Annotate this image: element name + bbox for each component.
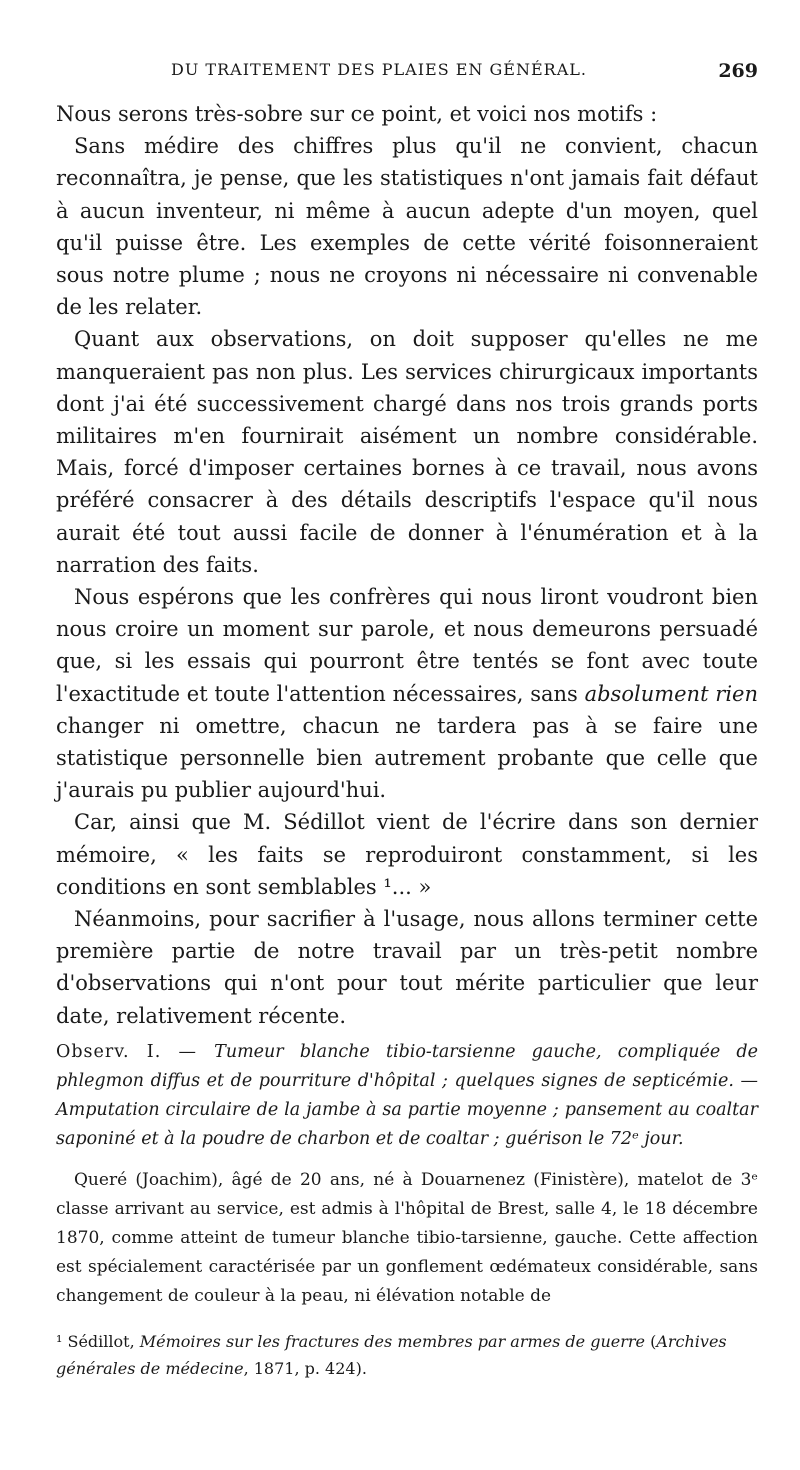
paragraph-5: Car, ainsi que M. Sédillot vient de l'écrire dans son dernier mémoire, « les faits se reproduiront constamment, si les conditions en sont semblables ¹... » [56, 810, 758, 899]
footnote-source-close: , 1871, p. 424). [243, 1359, 367, 1378]
paragraph-6: Néanmoins, pour sacrifier à l'usage, nous allons terminer cette première partie de notre travail par un très-petit nombre d'observations qui n'ont pour tout mérite particulier que leur date, relativement récente. [56, 907, 758, 1028]
footnote-source: Archives générales de médecine [56, 1332, 727, 1378]
observation-text: Queré (Joachim), âgé de 20 ans, né à Douarnenez (Finistère), matelot de 3ᵉ classe arrivant au service, est admis à l'hôpital de Brest, salle 4, le 18 décembre 1870, comme atteint de tumeur blanche tibio-tarsienne, gauche. Cette affection est spécialement caractérisée par un gonflement œdémateux considérable, sans changement de couleur à la peau, ni élévation notable de [56, 1169, 758, 1306]
observation-label: Observ. I. — [56, 1041, 215, 1062]
running-head [60, 60, 758, 90]
footnote [56, 1328, 758, 1382]
footnote-title: Mémoires sur les fractures des membres par armes de guerre [139, 1332, 645, 1351]
page-number: 269 [718, 60, 758, 82]
observation-title: Tumeur blanche tibio-tarsienne gauche, compliquée de phlegmon diffus et de pourriture d'hôpital ; quelques signes de septicémie. — Amputation circulaire de la jambe à sa partie moyenne ; pansement au coaltar saponiné et à la poudre de charbon et de coaltar ; guérison le 72ᵉ jour. [56, 1041, 758, 1149]
observation-heading [56, 1038, 758, 1154]
paragraph-3: Quant aux observations, on doit supposer qu'elles ne me manqueraient pas non plus. Les services chirurgicaux importants dont j'ai été successivement chargé dans nos trois grands ports militaires m'en fournirait aisément un nombre considérable. Mais, forcé d'imposer certaines bornes à ce travail, nous avons préféré consacrer à des détails descriptifs l'espace qu'il nous aurait été tout aussi facile de donner à l'énumération et à la narration des faits. [56, 327, 758, 577]
paragraph-1: Nous serons très-sobre sur ce point, et voici nos motifs : [56, 102, 658, 126]
paragraph-4-emphasis: absolument rien [584, 681, 758, 706]
main-text [56, 98, 758, 1311]
footnote-author: Sédillot, [67, 1332, 140, 1351]
paragraph-4-text-a: Nous espérons que les confrères qui nous liront voudront bien nous croire un moment sur parole, et nous demeurons persuadé que, si les essais qui pourront être tentés se font avec toute l'exactitude et toute l'attention nécessaires, sans [56, 585, 758, 706]
paragraph-2: Sans médire des chiffres plus qu'il ne convient, chacun reconnaîtra, je pense, que les statistiques n'ont jamais fait défaut à aucun inventeur, ni même à aucun adepte d'un moyen, quel qu'il puisse être. Les exemples de cette vérité foisonneraient sous notre plume ; nous ne croyons ni nécessaire ni convenable de les relater. [56, 134, 758, 320]
footnote-source-open: ( [645, 1332, 657, 1351]
footnote-marker: ¹ [56, 1332, 68, 1351]
paragraph-4-text-b: changer ni omettre, chacun ne tardera pas à se faire une statistique personnelle bien autrement probante que celle que j'aurais pu publier aujourd'hui. [56, 713, 758, 803]
running-title: DU TRAITEMENT DES PLAIES EN GÉNÉRAL. [171, 60, 587, 79]
paragraph-4 [56, 581, 758, 806]
